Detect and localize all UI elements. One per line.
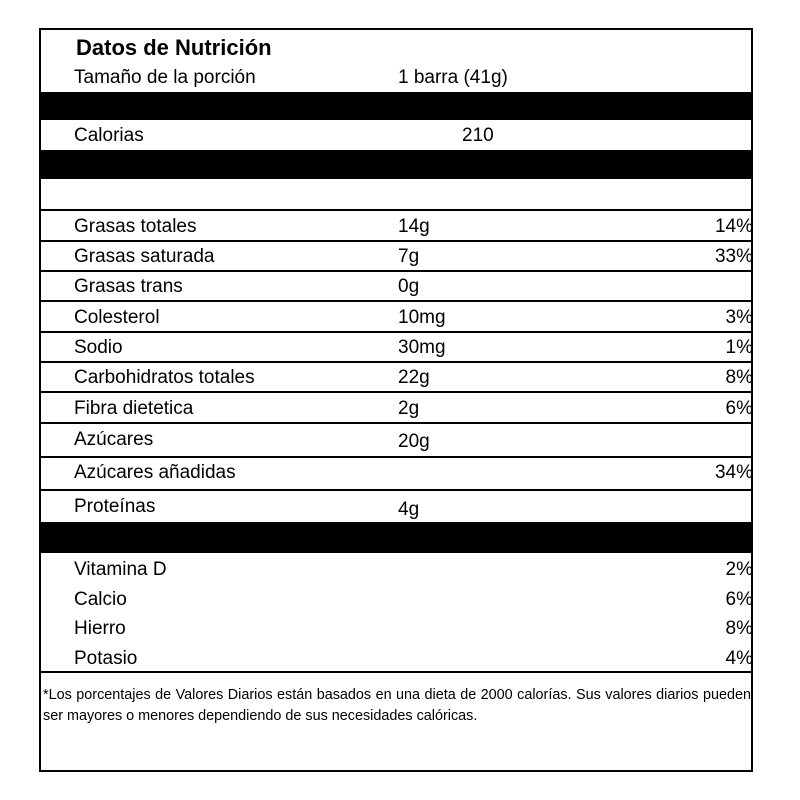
serving-size-label: Tamaño de la porción xyxy=(74,67,256,88)
nutrient-amount: 4g xyxy=(398,499,420,520)
nutrient-name: Grasas trans xyxy=(74,276,183,297)
nutrient-name: Sodio xyxy=(74,337,123,358)
nutrient-name: Carbohidratos totales xyxy=(74,367,255,388)
vitamin-name: Potasio xyxy=(74,648,138,669)
thick-divider xyxy=(41,522,751,553)
nutrient-name: Azúcares xyxy=(74,429,154,450)
vitamin-name: Calcio xyxy=(74,589,127,610)
nutrient-amount: 7g xyxy=(398,246,420,267)
divider-line xyxy=(41,270,751,272)
vitamin-daily-value: 8% xyxy=(725,618,753,639)
label-title: Datos de Nutrición xyxy=(76,35,272,60)
nutrient-amount: 20g xyxy=(398,431,430,452)
vitamin-daily-value: 4% xyxy=(725,648,753,669)
divider-line xyxy=(41,422,751,424)
nutrient-name: Grasas totales xyxy=(74,216,197,237)
divider-line xyxy=(41,300,751,302)
nutrition-facts-label xyxy=(39,28,753,772)
divider-line xyxy=(41,209,751,211)
nutrient-name: Grasas saturada xyxy=(74,246,215,267)
divider-line xyxy=(41,489,751,491)
thick-divider xyxy=(41,92,751,120)
nutrient-daily-value: 8% xyxy=(725,367,753,388)
nutrient-daily-value: 33% xyxy=(714,246,753,267)
nutrient-daily-value: 14% xyxy=(714,216,753,237)
nutrient-amount: 14g xyxy=(398,216,430,237)
calories-value: 210 xyxy=(462,125,494,146)
nutrient-name: Colesterol xyxy=(74,307,160,328)
vitamin-daily-value: 2% xyxy=(725,559,753,580)
serving-size-value: 1 barra (41g) xyxy=(398,67,508,88)
nutrient-daily-value: 34% xyxy=(714,462,753,483)
nutrient-name: Fibra dietetica xyxy=(74,398,194,419)
divider-line xyxy=(41,240,751,242)
divider-line xyxy=(41,671,751,673)
nutrient-name: Azúcares añadidas xyxy=(74,462,236,483)
divider-line xyxy=(41,331,751,333)
divider-line xyxy=(41,391,751,393)
nutrient-amount: 22g xyxy=(398,367,430,388)
nutrient-amount: 2g xyxy=(398,398,420,419)
nutrient-amount: 10mg xyxy=(398,307,446,328)
divider-line xyxy=(41,456,751,458)
nutrient-daily-value: 3% xyxy=(725,307,753,328)
divider-line xyxy=(41,361,751,363)
calories-label: Calorias xyxy=(74,125,144,146)
nutrient-daily-value: 6% xyxy=(725,398,753,419)
nutrient-amount: 0g xyxy=(398,276,420,297)
nutrient-daily-value: 1% xyxy=(725,337,753,358)
footnote: *Los porcentajes de Valores Diarios están basados en una dieta de 2000 calorías. Sus valores diarios pueden ser mayores o menores dependiendo de sus necesidades calóricas. xyxy=(43,687,751,724)
vitamin-name: Hierro xyxy=(74,618,126,639)
vitamin-daily-value: 6% xyxy=(725,589,753,610)
thick-divider xyxy=(41,150,751,179)
nutrient-amount: 30mg xyxy=(398,337,446,358)
vitamin-name: Vitamina D xyxy=(74,559,167,580)
nutrient-name: Proteínas xyxy=(74,496,156,517)
